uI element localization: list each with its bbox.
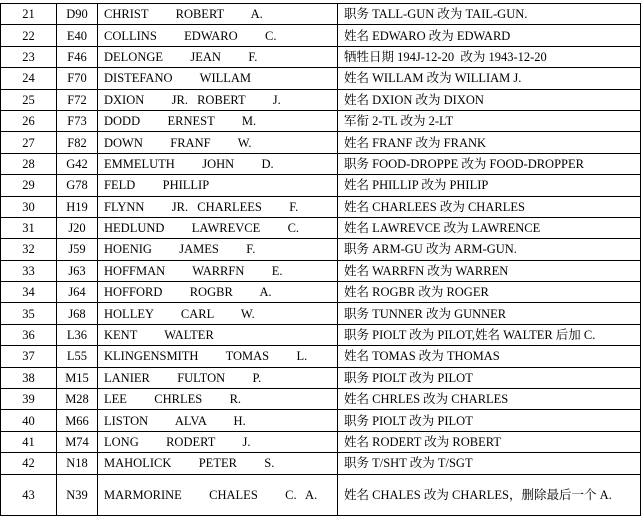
change-cell: 姓名 TOMAS 改为 THOMAS xyxy=(338,346,641,367)
change-cell: 姓名 WARRFN 改为 WARREN xyxy=(338,260,641,281)
code-cell: E40 xyxy=(57,25,98,46)
code-cell: F46 xyxy=(57,46,98,67)
name-cell: LEE CHRLES R. xyxy=(98,389,338,410)
row-number-cell: 25 xyxy=(1,89,57,110)
row-number-cell: 37 xyxy=(1,346,57,367)
row-number-cell: 38 xyxy=(1,367,57,388)
change-cell: 职务 TUNNER 改为 GUNNER xyxy=(338,303,641,324)
change-cell: 牺牲日期 194J-12-20 改为 1943-12-20 xyxy=(338,46,641,67)
table-row xyxy=(1,239,641,260)
row-number-cell: 32 xyxy=(1,239,57,260)
row-number-cell: 26 xyxy=(1,110,57,131)
table-row xyxy=(1,474,641,515)
change-cell: 职务 ARM-GU 改为 ARM-GUN. xyxy=(338,239,641,260)
change-cell: 职务 TALL-GUN 改为 TAIL-GUN. xyxy=(338,4,641,25)
code-cell: G42 xyxy=(57,153,98,174)
row-number-cell: 35 xyxy=(1,303,57,324)
row-number-cell: 40 xyxy=(1,410,57,431)
change-cell: 职务 PIOLT 改为 PILOT xyxy=(338,410,641,431)
corrections-table-body xyxy=(1,4,641,516)
name-cell: FELD PHILLIP xyxy=(98,175,338,196)
change-cell: 姓名 EDWARO 改为 EDWARD xyxy=(338,25,641,46)
row-number-cell: 39 xyxy=(1,389,57,410)
name-cell: DOWN FRANF W. xyxy=(98,132,338,153)
table-row xyxy=(1,110,641,131)
name-cell: MAHOLICK PETER S. xyxy=(98,453,338,474)
row-number-cell: 30 xyxy=(1,196,57,217)
row-number-cell: 42 xyxy=(1,453,57,474)
code-cell: M74 xyxy=(57,431,98,452)
change-cell: 姓名 FRANF 改为 FRANK xyxy=(338,132,641,153)
code-cell: L36 xyxy=(57,324,98,345)
change-cell: 职务 T/SHT 改为 T/SGT xyxy=(338,453,641,474)
row-number-cell: 23 xyxy=(1,46,57,67)
name-cell: FLYNN JR. CHARLEES F. xyxy=(98,196,338,217)
table-row xyxy=(1,217,641,238)
code-cell: J20 xyxy=(57,217,98,238)
change-cell: 姓名 CHARLEES 改为 CHARLES xyxy=(338,196,641,217)
name-cell: HOFFORD ROGBR A. xyxy=(98,282,338,303)
change-cell: 姓名 DXION 改为 DIXON xyxy=(338,89,641,110)
row-number-cell: 27 xyxy=(1,132,57,153)
change-cell: 职务 FOOD-DROPPE 改为 FOOD-DROPPER xyxy=(338,153,641,174)
row-number-cell: 33 xyxy=(1,260,57,281)
table-row xyxy=(1,196,641,217)
name-cell: DXION JR. ROBERT J. xyxy=(98,89,338,110)
change-cell: 军衔 2-TL 改为 2-LT xyxy=(338,110,641,131)
code-cell: M15 xyxy=(57,367,98,388)
name-cell: COLLINS EDWARO C. xyxy=(98,25,338,46)
table-row xyxy=(1,46,641,67)
row-number-cell: 36 xyxy=(1,324,57,345)
change-cell: 姓名 PHILLIP 改为 PHILIP xyxy=(338,175,641,196)
table-row xyxy=(1,346,641,367)
name-cell: EMMELUTH JOHN D. xyxy=(98,153,338,174)
row-number-cell: 24 xyxy=(1,68,57,89)
name-cell: LISTON ALVA H. xyxy=(98,410,338,431)
code-cell: G78 xyxy=(57,175,98,196)
row-number-cell: 28 xyxy=(1,153,57,174)
corrections-table xyxy=(0,3,641,516)
code-cell: J59 xyxy=(57,239,98,260)
name-cell: DISTEFANO WILLAM xyxy=(98,68,338,89)
code-cell: D90 xyxy=(57,4,98,25)
table-row xyxy=(1,68,641,89)
table-row xyxy=(1,324,641,345)
name-cell: KENT WALTER xyxy=(98,324,338,345)
name-cell: HOFFMAN WARRFN E. xyxy=(98,260,338,281)
code-cell: N39 xyxy=(57,474,98,515)
table-row xyxy=(1,260,641,281)
table-row xyxy=(1,389,641,410)
name-cell: CHRIST ROBERT A. xyxy=(98,4,338,25)
code-cell: F72 xyxy=(57,89,98,110)
row-number-cell: 43 xyxy=(1,474,57,515)
code-cell: J64 xyxy=(57,282,98,303)
code-cell: N18 xyxy=(57,453,98,474)
name-cell: HEDLUND LAWREVCE C. xyxy=(98,217,338,238)
code-cell: F70 xyxy=(57,68,98,89)
table-row xyxy=(1,367,641,388)
table-row xyxy=(1,282,641,303)
table-row xyxy=(1,410,641,431)
change-cell: 姓名 WILLAM 改为 WILLIAM J. xyxy=(338,68,641,89)
change-cell: 姓名 RODERT 改为 ROBERT xyxy=(338,431,641,452)
name-cell: DELONGE JEAN F. xyxy=(98,46,338,67)
change-cell: 姓名 LAWREVCE 改为 LAWRENCE xyxy=(338,217,641,238)
code-cell: F82 xyxy=(57,132,98,153)
row-number-cell: 31 xyxy=(1,217,57,238)
code-cell: M66 xyxy=(57,410,98,431)
row-number-cell: 34 xyxy=(1,282,57,303)
row-number-cell: 21 xyxy=(1,4,57,25)
table-row xyxy=(1,25,641,46)
table-row xyxy=(1,4,641,25)
row-number-cell: 29 xyxy=(1,175,57,196)
code-cell: L55 xyxy=(57,346,98,367)
code-cell: H19 xyxy=(57,196,98,217)
table-row xyxy=(1,431,641,452)
table-row xyxy=(1,132,641,153)
code-cell: J63 xyxy=(57,260,98,281)
table-row xyxy=(1,153,641,174)
name-cell: HOENIG JAMES F. xyxy=(98,239,338,260)
code-cell: J68 xyxy=(57,303,98,324)
row-number-cell: 22 xyxy=(1,25,57,46)
code-cell: M28 xyxy=(57,389,98,410)
change-cell: 姓名 CHRLES 改为 CHARLES xyxy=(338,389,641,410)
table-row xyxy=(1,303,641,324)
code-cell: F73 xyxy=(57,110,98,131)
name-cell: DODD ERNEST M. xyxy=(98,110,338,131)
change-cell: 职务 PIOLT 改为 PILOT,姓名 WALTER 后加 C. xyxy=(338,324,641,345)
table-row xyxy=(1,175,641,196)
row-number-cell: 41 xyxy=(1,431,57,452)
table-row xyxy=(1,453,641,474)
name-cell: LANIER FULTON P. xyxy=(98,367,338,388)
name-cell: MARMORINE CHALES C. A. xyxy=(98,474,338,515)
name-cell: LONG RODERT J. xyxy=(98,431,338,452)
change-cell: 姓名 CHALES 改为 CHARLES，删除最后一个 A. xyxy=(338,474,641,515)
table-row xyxy=(1,89,641,110)
name-cell: HOLLEY CARL W. xyxy=(98,303,338,324)
name-cell: KLINGENSMITH TOMAS L. xyxy=(98,346,338,367)
change-cell: 职务 PIOLT 改为 PILOT xyxy=(338,367,641,388)
change-cell: 姓名 ROGBR 改为 ROGER xyxy=(338,282,641,303)
